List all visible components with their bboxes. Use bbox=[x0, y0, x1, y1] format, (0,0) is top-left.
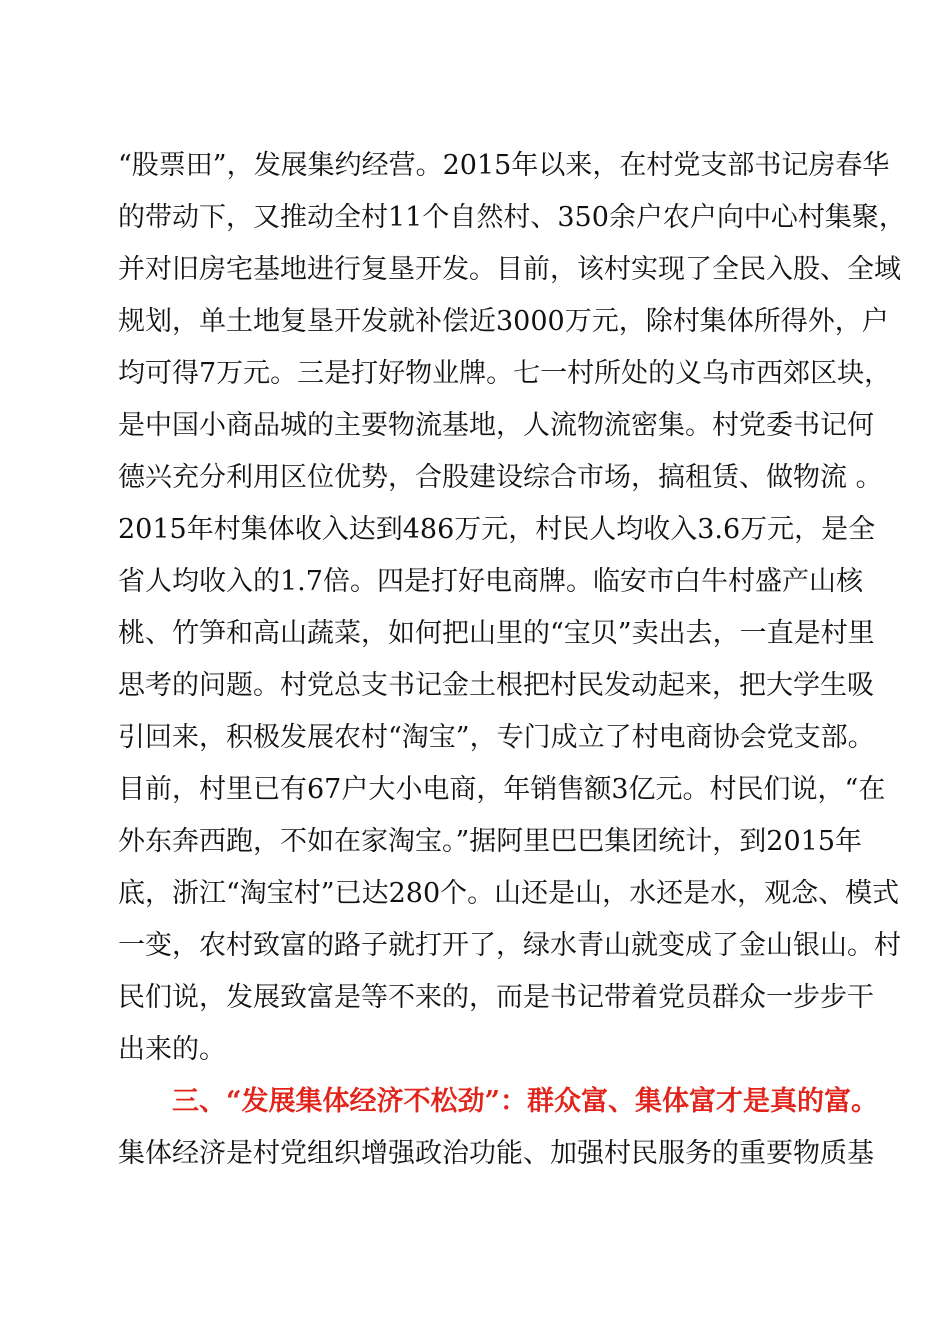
text-line: 底，浙江“淘宝村”已达280个。山还是山，水还是水，观念、模式 bbox=[118, 878, 900, 909]
text-line: 民们说，发展致富是等不来的，而是书记带着党员群众一步步干 bbox=[118, 982, 874, 1013]
text-line: 省人均收入的1.7倍。四是打好电商牌。临安市白牛村盛产山核 bbox=[118, 566, 863, 597]
text-line: 德兴充分利用区位优势，合股建设综合市场，搞租赁、做物流 。 bbox=[118, 462, 883, 493]
text-line: 2015年村集体收入达到486万元，村民人均收入3.6万元，是全 bbox=[118, 514, 876, 545]
text-line: 规划，单土地复垦开发就补偿近3000万元，除村集体所得外，户 bbox=[118, 306, 889, 337]
text-line: 思考的问题。村党总支书记金土根把村民发动起来，把大学生吸 bbox=[118, 670, 874, 701]
text-line: 目前，村里已有67户大小电商，年销售额3亿元。村民们说，“在 bbox=[118, 774, 886, 805]
text-line: 引回来，积极发展农村“淘宝”，专门成立了村电商协会党支部。 bbox=[118, 722, 875, 753]
body-text bbox=[118, 140, 906, 1180]
text-line: 桃、竹笋和高山蔬菜，如何把山里的“宝贝”卖出去，一直是村里 bbox=[118, 618, 875, 649]
text-line: 外东奔西跑，不如在家淘宝。”据阿里巴巴集团统计，到2015年 bbox=[118, 826, 863, 857]
text-line: 的带动下，又推动全村11个自然村、350余户农户向中心村集聚， bbox=[118, 202, 906, 233]
section-heading: 三、“发展集体经济不松劲”：群众富、集体富才是真的富。 bbox=[172, 1086, 879, 1117]
text-line: 是中国小商品城的主要物流基地，人流物流密集。村党委书记何 bbox=[118, 410, 874, 441]
text-line: 集体经济是村党组织增强政治功能、加强村民服务的重要物质基 bbox=[118, 1138, 874, 1169]
text-line: 一变，农村致富的路子就打开了，绿水青山就变成了金山银山。村 bbox=[118, 930, 901, 961]
text-line: “股票田”，发展集约经营。2015年以来，在村党支部书记房春华 bbox=[118, 150, 890, 181]
text-line: 出来的。 bbox=[118, 1034, 226, 1065]
text-line: 并对旧房宅基地进行复垦开发。目前，该村实现了全民入股、全域 bbox=[118, 254, 901, 285]
text-line: 均可得7万元。三是打好物业牌。七一村所处的义乌市西郊区块， bbox=[118, 358, 892, 389]
